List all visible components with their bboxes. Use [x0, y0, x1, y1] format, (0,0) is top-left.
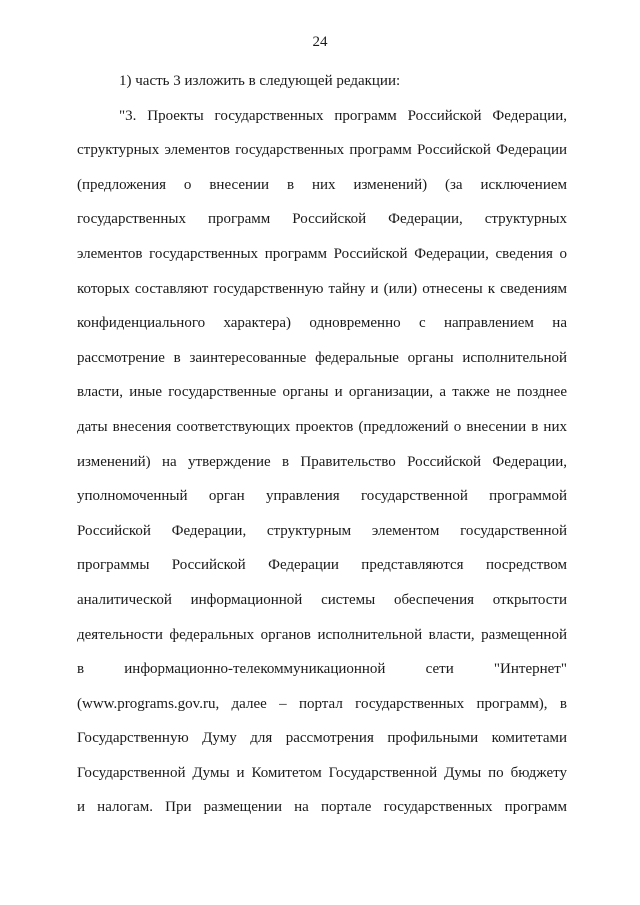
text-line: Государственной Думы и Комитетом Государственной Думы по бюджету	[77, 764, 567, 781]
text-line: в информационно-телекоммуникационной сети "Интернет"	[77, 661, 567, 678]
text-line: структурных элементов государственных программ Российской Федерации	[77, 142, 567, 159]
text-line: элементов государственных программ Российской Федерации, сведения о	[77, 245, 567, 262]
body-text	[77, 72, 567, 833]
text-line: Государственную Думу для рассмотрения профильными комитетами	[77, 730, 567, 747]
text-line: власти, иные государственные органы и организации, а также не позднее	[77, 384, 567, 401]
text-line: Российской Федерации, структурным элементом государственной	[77, 522, 567, 539]
text-line: которых составляют государственную тайну и (или) отнесены к сведениям	[77, 280, 567, 297]
text-line: аналитической информационной системы обеспечения открытости	[77, 591, 567, 608]
text-line: (www.programs.gov.ru, далее – портал государственных программ), в	[77, 695, 567, 712]
text-line: конфиденциального характера) одновременно с направлением на	[77, 315, 567, 332]
text-line: государственных программ Российской Федерации, структурных	[77, 211, 567, 228]
text-line: "3. Проекты государственных программ Российской Федерации,	[119, 107, 567, 124]
text-line: и налогам. При размещении на портале государственных программ	[77, 799, 567, 816]
text-line: деятельности федеральных органов исполнительной власти, размещенной	[77, 626, 567, 643]
text-line: (предложения о внесении в них изменений) (за исключением	[77, 176, 567, 193]
text-line: даты внесения соответствующих проектов (предложений о внесении в них	[77, 418, 567, 435]
text-line: рассмотрение в заинтересованные федеральные органы исполнительной	[77, 349, 567, 366]
text-line: программы Российской Федерации представляются посредством	[77, 557, 567, 574]
text-line: уполномоченный орган управления государственной программой	[77, 488, 567, 505]
text-line: 1) часть 3 изложить в следующей редакции:	[119, 73, 401, 89]
text-line: изменений) на утверждение в Правительство Российской Федерации,	[77, 453, 567, 470]
page-number: 24	[312, 34, 328, 50]
